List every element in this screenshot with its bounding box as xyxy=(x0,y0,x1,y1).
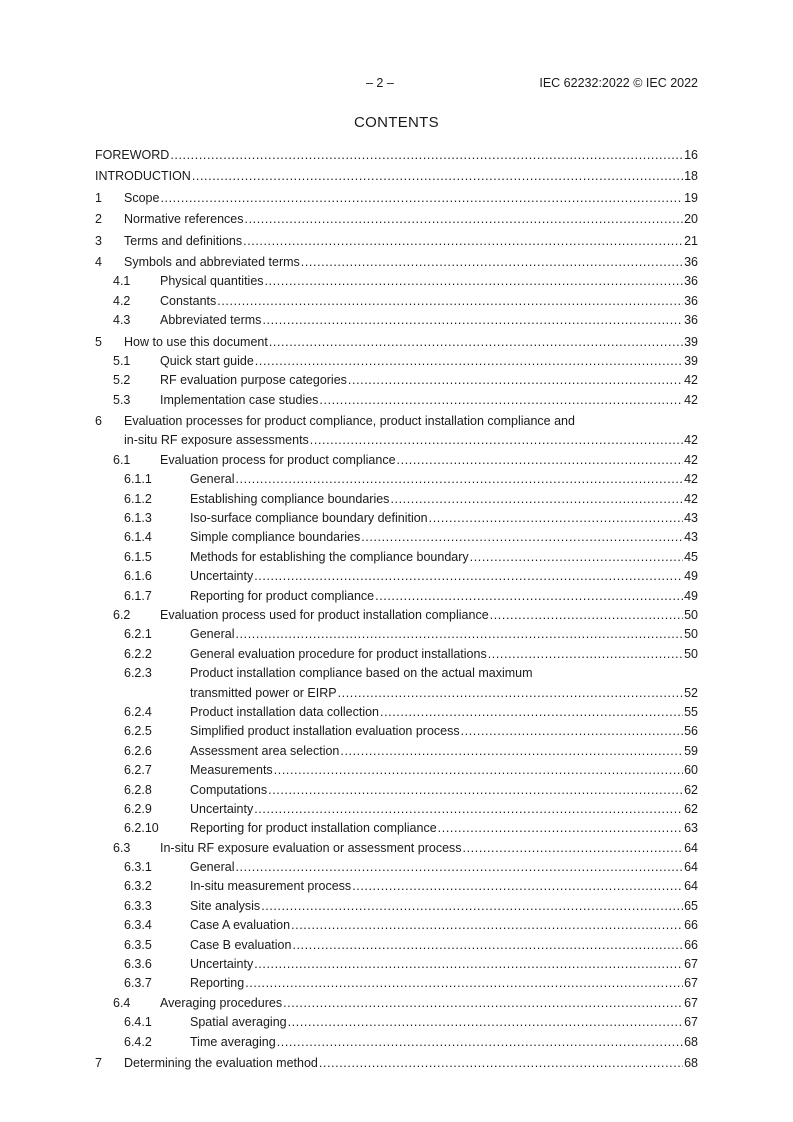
toc-entry-label[interactable]: Measurements xyxy=(190,763,273,778)
toc-entry-page[interactable]: 42 xyxy=(684,491,698,506)
toc-entry-label[interactable]: RF evaluation purpose categories xyxy=(160,373,347,388)
toc-entry-label[interactable]: Quick start guide xyxy=(160,353,254,368)
toc-entry-label[interactable]: Evaluation process used for product installation compliance xyxy=(160,608,489,622)
toc-entry-text xyxy=(160,311,698,330)
toc-leader-dots xyxy=(291,916,683,935)
toc-entry-text xyxy=(190,761,698,780)
toc-entry-label[interactable]: Simple compliance boundaries xyxy=(190,530,361,545)
toc-leader-dots xyxy=(235,858,683,877)
toc-entry-text xyxy=(190,819,698,838)
toc-entry-number: 6.2.4 xyxy=(124,704,152,719)
toc-entry[interactable] xyxy=(95,1013,698,1032)
toc-entry-label[interactable]: Site analysis xyxy=(190,898,261,913)
toc-entry[interactable] xyxy=(95,664,698,703)
toc-entry[interactable] xyxy=(95,292,698,311)
toc-entry-number: 6.3.1 xyxy=(124,860,152,875)
toc-entry-label[interactable]: Implementation case studies xyxy=(160,392,319,407)
toc-entry[interactable] xyxy=(95,232,698,251)
toc-leader-dots xyxy=(375,587,683,606)
toc-leader-dots xyxy=(438,819,683,838)
toc-entry-label[interactable]: Computations xyxy=(190,782,268,797)
toc-entry-text xyxy=(190,470,698,489)
toc-entry[interactable] xyxy=(95,210,698,229)
toc-leader-dots xyxy=(245,210,684,229)
toc-entry[interactable] xyxy=(95,548,698,567)
toc-entry-page[interactable]: 42 xyxy=(684,472,698,487)
toc-entry[interactable] xyxy=(95,994,698,1013)
toc-entry[interactable] xyxy=(95,936,698,955)
toc-entry[interactable] xyxy=(95,490,698,509)
toc-entry[interactable] xyxy=(95,311,698,330)
toc-entry-number: 6.4 xyxy=(113,995,131,1010)
toc-entry-label[interactable]: Methods for establishing the compliance boundary xyxy=(190,549,469,564)
toc-entry[interactable] xyxy=(95,877,698,896)
toc-entry-number: 6.4.2 xyxy=(124,1034,152,1049)
toc-leader-dots xyxy=(254,567,683,586)
toc-entry-page[interactable]: 56 xyxy=(684,724,698,739)
toc-entry-label[interactable]: Symbols and abbreviated terms xyxy=(124,254,300,269)
toc-leader-dots xyxy=(262,311,683,330)
toc-leader-dots xyxy=(243,232,683,251)
toc-entry-page[interactable]: 62 xyxy=(684,801,698,816)
toc-entry[interactable] xyxy=(95,253,698,272)
toc-leader-dots xyxy=(380,703,683,722)
toc-leader-dots xyxy=(397,451,684,470)
toc-entry-label[interactable]: Uncertainty xyxy=(190,957,254,972)
toc-leader-dots xyxy=(288,1013,683,1032)
toc-entry-label[interactable]: Terms and definitions xyxy=(124,233,243,248)
toc-entry-page[interactable]: 42 xyxy=(684,373,698,388)
toc-entry-page[interactable]: 68 xyxy=(684,1034,698,1049)
toc-entry-page[interactable]: 45 xyxy=(684,549,698,564)
toc-entry-text xyxy=(190,548,698,567)
toc-entry-page[interactable]: 62 xyxy=(684,782,698,797)
toc-entry-text xyxy=(160,292,698,311)
toc-entry-page[interactable]: 67 xyxy=(684,976,698,991)
toc-entry-page[interactable]: 66 xyxy=(684,918,698,933)
table-of-contents xyxy=(95,146,698,1073)
toc-entry-text xyxy=(190,974,698,993)
toc-entry-number: 4.1 xyxy=(113,274,131,289)
toc-entry-number: 6.2 xyxy=(113,608,131,622)
toc-entry-number: 6.4.1 xyxy=(124,1015,152,1030)
page-title: CONTENTS xyxy=(354,114,439,131)
toc-leader-dots xyxy=(261,897,683,916)
toc-leader-dots xyxy=(254,800,683,819)
toc-entry-text xyxy=(190,1033,698,1052)
toc-leader-dots xyxy=(265,272,684,291)
toc-entry[interactable] xyxy=(95,1033,698,1052)
toc-entry-text xyxy=(190,781,698,800)
toc-leader-dots xyxy=(470,548,683,567)
toc-leader-dots xyxy=(361,528,683,547)
toc-entry-text xyxy=(190,858,698,877)
toc-entry-page[interactable]: 50 xyxy=(684,608,698,622)
toc-entry-text xyxy=(160,391,698,410)
toc-entry-number: 6.3 xyxy=(113,840,131,855)
toc-entry-page[interactable]: 49 xyxy=(684,569,698,584)
toc-entry[interactable] xyxy=(95,839,698,858)
toc-entry-text xyxy=(190,955,698,974)
toc-entry-page[interactable]: 36 xyxy=(684,313,698,328)
toc-entry-page[interactable]: 55 xyxy=(684,704,698,719)
toc-leader-dots xyxy=(255,352,683,371)
toc-entry-label[interactable]: In-situ RF exposure evaluation or assessment process xyxy=(160,840,462,855)
toc-leader-dots xyxy=(277,1033,683,1052)
toc-entry-label[interactable]: How to use this document xyxy=(124,334,268,349)
toc-entry-label[interactable]: Establishing compliance boundaries xyxy=(190,491,390,506)
toc-entry[interactable] xyxy=(95,761,698,780)
toc-leader-dots xyxy=(235,470,683,489)
toc-entry-page[interactable]: 64 xyxy=(684,860,698,875)
toc-leader-dots xyxy=(268,781,683,800)
toc-entry-number: 4 xyxy=(95,254,102,269)
toc-entry-number: 6.3.3 xyxy=(124,898,152,913)
toc-entry-page[interactable]: 39 xyxy=(684,334,698,349)
toc-leader-dots xyxy=(390,490,683,509)
toc-entry[interactable] xyxy=(95,470,698,489)
toc-entry-page[interactable]: 50 xyxy=(684,627,698,642)
toc-entry-text xyxy=(160,994,698,1013)
toc-entry-label[interactable]: Reporting xyxy=(190,976,245,991)
toc-entry[interactable] xyxy=(95,567,698,586)
toc-entry[interactable] xyxy=(95,587,698,606)
toc-entry-number: 6.1.7 xyxy=(124,588,152,603)
toc-entry[interactable] xyxy=(95,146,698,165)
toc-entry-text xyxy=(124,232,698,251)
toc-entry[interactable] xyxy=(95,451,698,470)
toc-entry[interactable] xyxy=(95,955,698,974)
toc-entry-text xyxy=(190,490,698,509)
toc-entry-page[interactable]: 52 xyxy=(684,685,698,700)
toc-entry-number: 6.3.2 xyxy=(124,879,152,894)
toc-entry-number: 5 xyxy=(95,334,102,349)
toc-entry[interactable] xyxy=(95,606,698,625)
toc-entry-text xyxy=(190,936,698,955)
toc-entry-text xyxy=(124,333,698,352)
toc-entry-number: 6.1.5 xyxy=(124,549,152,564)
toc-entry-text xyxy=(190,645,698,664)
toc-entry-page[interactable]: 67 xyxy=(684,957,698,972)
toc-leader-dots xyxy=(488,645,683,664)
toc-entry-number: 6.3.5 xyxy=(124,937,152,952)
toc-entry-label[interactable]: Constants xyxy=(160,293,217,308)
toc-leader-dots xyxy=(269,333,683,352)
toc-entry[interactable] xyxy=(95,272,698,291)
toc-entry-number: 6.3.7 xyxy=(124,976,152,991)
toc-entry-page[interactable]: 43 xyxy=(684,511,698,526)
toc-entry[interactable] xyxy=(95,189,698,208)
toc-entry[interactable] xyxy=(95,897,698,916)
toc-entry-page[interactable]: 64 xyxy=(684,840,698,855)
toc-entry-text xyxy=(190,587,698,606)
toc-entry-text xyxy=(190,877,698,896)
toc-entry-number: 2 xyxy=(95,212,102,227)
toc-entry-label[interactable]: General xyxy=(190,472,235,487)
toc-entry-text xyxy=(95,146,698,165)
toc-entry-text xyxy=(190,509,698,528)
toc-entry[interactable] xyxy=(95,645,698,664)
toc-entry-text xyxy=(160,839,698,858)
toc-entry-page[interactable]: 36 xyxy=(684,274,698,289)
toc-entry[interactable] xyxy=(95,1054,698,1073)
toc-entry-number: 4.3 xyxy=(113,313,131,328)
toc-entry-number: 3 xyxy=(95,233,102,248)
toc-leader-dots xyxy=(245,974,683,993)
toc-entry-page[interactable]: 68 xyxy=(684,1056,698,1070)
toc-entry-text xyxy=(124,253,698,272)
toc-entry-label[interactable]: Determining the evaluation method xyxy=(124,1056,318,1070)
toc-entry-number: 6.2.1 xyxy=(124,627,152,642)
toc-entry-number: 6.1.1 xyxy=(124,472,152,487)
toc-entry-label[interactable]: Physical quantities xyxy=(160,274,264,289)
toc-entry-page[interactable]: 43 xyxy=(684,530,698,545)
toc-entry-number: 6 xyxy=(95,414,102,429)
toc-entry-number: 6.1.4 xyxy=(124,530,152,545)
toc-entry-text xyxy=(160,272,698,291)
toc-entry-number: 5.1 xyxy=(113,353,131,368)
toc-leader-dots xyxy=(160,189,683,208)
toc-leader-dots xyxy=(301,253,683,272)
toc-entry-page[interactable]: 63 xyxy=(684,821,698,836)
toc-entry-label[interactable]: General xyxy=(190,860,235,875)
toc-entry[interactable] xyxy=(95,528,698,547)
toc-leader-dots xyxy=(274,761,683,780)
toc-entry-page[interactable]: 19 xyxy=(684,190,698,205)
toc-entry[interactable] xyxy=(95,858,698,877)
toc-entry-label[interactable]: Product installation data collection xyxy=(190,704,380,719)
toc-entry-number: 6.2.7 xyxy=(124,763,152,778)
toc-entry-page[interactable]: 16 xyxy=(684,148,698,162)
toc-entry-number: 6.2.3 xyxy=(124,666,152,681)
toc-entry-label[interactable]: Spatial averaging xyxy=(190,1015,287,1030)
toc-leader-dots xyxy=(319,391,683,410)
toc-entry[interactable] xyxy=(95,352,698,371)
toc-entry-label[interactable]: transmitted power or EIRP xyxy=(190,685,337,700)
toc-entry-text xyxy=(124,1054,698,1073)
toc-entry-number: 5.2 xyxy=(113,373,131,388)
toc-leader-dots xyxy=(429,509,683,528)
toc-entry-number: 6.1.2 xyxy=(124,491,152,506)
toc-entry-text xyxy=(124,210,698,229)
toc-entry-label[interactable]: Case B evaluation xyxy=(190,937,292,952)
toc-entry-label[interactable]: Normative references xyxy=(124,212,244,227)
toc-entry-number: 6.1.3 xyxy=(124,511,152,526)
toc-entry-text xyxy=(190,897,698,916)
toc-entry-text xyxy=(190,567,698,586)
toc-entry[interactable] xyxy=(95,625,698,644)
toc-entry-page[interactable]: 49 xyxy=(684,588,698,603)
toc-entry-number: 1 xyxy=(95,190,102,205)
toc-entry-text xyxy=(160,352,698,371)
toc-entry-label[interactable]: Reporting for product compliance xyxy=(190,588,375,603)
toc-leader-dots xyxy=(170,146,683,165)
page-number: – 2 – xyxy=(366,76,394,90)
toc-entry-label[interactable]: Scope xyxy=(124,190,160,205)
toc-entry-page[interactable]: 36 xyxy=(684,293,698,308)
toc-leader-dots xyxy=(235,625,683,644)
toc-entry-text xyxy=(124,189,698,208)
toc-entry-page[interactable]: 42 xyxy=(684,392,698,407)
toc-leader-dots xyxy=(338,684,684,703)
toc-entry-label[interactable]: Abbreviated terms xyxy=(160,313,262,328)
toc-leader-dots xyxy=(292,936,683,955)
toc-leader-dots xyxy=(254,955,683,974)
toc-entry-text xyxy=(190,703,698,722)
toc-entry-number: 6.3.6 xyxy=(124,957,152,972)
toc-entry-label[interactable]: Case A evaluation xyxy=(190,918,291,933)
toc-entry-page[interactable]: 21 xyxy=(684,233,698,248)
toc-entry-label[interactable]: Averaging procedures xyxy=(160,995,283,1010)
toc-entry-page[interactable]: 64 xyxy=(684,879,698,894)
standard-reference: IEC 62232:2022 © IEC 2022 xyxy=(539,76,698,90)
toc-entry[interactable] xyxy=(95,703,698,722)
toc-entry[interactable] xyxy=(95,391,698,410)
toc-entry-number: 6.2.6 xyxy=(124,743,152,758)
toc-entry[interactable] xyxy=(95,742,698,761)
toc-entry-label-line1: Evaluation processes for product compliance, product installation compliance and xyxy=(124,414,575,429)
toc-leader-dots xyxy=(490,606,683,625)
toc-entry-text xyxy=(160,371,698,390)
toc-entry-label[interactable]: Uncertainty xyxy=(190,569,254,584)
toc-leader-dots xyxy=(352,877,683,896)
toc-entry-text xyxy=(160,606,698,625)
toc-entry-page[interactable]: 36 xyxy=(684,254,698,269)
toc-entry-label[interactable]: General xyxy=(190,627,235,642)
toc-entry[interactable] xyxy=(95,371,698,390)
toc-leader-dots xyxy=(192,167,683,186)
toc-entry-number: 6.2.8 xyxy=(124,782,152,797)
toc-entry-label[interactable]: Iso-surface compliance boundary definition xyxy=(190,511,428,526)
toc-entry-number: 7 xyxy=(95,1056,102,1070)
toc-entry[interactable] xyxy=(95,722,698,741)
toc-entry-text xyxy=(190,625,698,644)
toc-entry-text xyxy=(190,722,698,741)
toc-leader-dots xyxy=(463,839,684,858)
toc-leader-dots xyxy=(283,994,683,1013)
toc-entry-page[interactable]: 66 xyxy=(684,937,698,952)
toc-entry[interactable] xyxy=(95,916,698,935)
toc-entry-page[interactable]: 67 xyxy=(684,1015,698,1030)
toc-entry-number: 6.1.6 xyxy=(124,569,152,584)
toc-entry-text xyxy=(190,528,698,547)
toc-entry-number: 6.1 xyxy=(113,452,131,467)
toc-entry-label[interactable]: Simplified product installation evaluation process xyxy=(190,724,460,739)
toc-entry-number: 6.2.5 xyxy=(124,724,152,739)
toc-leader-dots xyxy=(348,371,683,390)
toc-entry-text xyxy=(190,800,698,819)
toc-entry-label[interactable]: Uncertainty xyxy=(190,801,254,816)
toc-leader-dots xyxy=(461,722,684,741)
toc-entry-text xyxy=(190,1013,698,1032)
toc-entry-number: 6.2.10 xyxy=(124,821,159,836)
toc-entry-page[interactable]: 42 xyxy=(684,452,698,467)
toc-entry[interactable] xyxy=(95,509,698,528)
toc-leader-dots xyxy=(310,431,683,450)
toc-entry-label[interactable]: Evaluation process for product compliance xyxy=(160,452,396,467)
toc-entry-label[interactable]: in-situ RF exposure assessments xyxy=(124,433,309,448)
toc-entry-page[interactable]: 67 xyxy=(684,995,698,1010)
toc-entry-text xyxy=(190,664,698,703)
toc-entry[interactable] xyxy=(95,819,698,838)
toc-entry-page[interactable]: 65 xyxy=(684,898,698,913)
toc-entry[interactable] xyxy=(95,412,698,451)
toc-entry-page[interactable]: 18 xyxy=(684,169,698,184)
toc-entry-label[interactable]: Assessment area selection xyxy=(190,743,340,758)
toc-entry-number: 6.2.9 xyxy=(124,801,152,816)
toc-entry-number: 6.2.2 xyxy=(124,646,152,661)
toc-leader-dots xyxy=(340,742,683,761)
toc-entry[interactable] xyxy=(95,974,698,993)
toc-entry-number: 5.3 xyxy=(113,392,131,407)
toc-entry-page[interactable]: 39 xyxy=(684,353,698,368)
toc-entry-page[interactable]: 42 xyxy=(684,433,698,448)
toc-entry-page[interactable]: 59 xyxy=(684,743,698,758)
toc-entry-label[interactable]: Time averaging xyxy=(190,1034,276,1049)
toc-entry-text xyxy=(190,742,698,761)
toc-entry-label[interactable]: INTRODUCTION xyxy=(95,169,191,184)
toc-entry-text xyxy=(95,167,698,186)
toc-entry-label[interactable]: Reporting for product installation compliance xyxy=(190,821,437,836)
toc-entry-label[interactable]: In-situ measurement process xyxy=(190,879,352,894)
toc-entry-page[interactable]: 50 xyxy=(684,646,698,661)
toc-entry-text xyxy=(160,451,698,470)
toc-entry[interactable] xyxy=(95,167,698,186)
toc-entry[interactable] xyxy=(95,781,698,800)
toc-entry-page[interactable]: 60 xyxy=(684,763,698,778)
toc-entry[interactable] xyxy=(95,800,698,819)
toc-entry-number: 4.2 xyxy=(113,293,131,308)
toc-entry-label[interactable]: General evaluation procedure for product installations xyxy=(190,646,487,661)
toc-entry-text xyxy=(190,916,698,935)
toc-entry[interactable] xyxy=(95,333,698,352)
toc-entry-page[interactable]: 20 xyxy=(684,212,698,227)
toc-entry-label[interactable]: FOREWORD xyxy=(95,148,170,162)
toc-leader-dots xyxy=(217,292,683,311)
toc-entry-text xyxy=(124,412,698,451)
toc-leader-dots xyxy=(319,1054,683,1073)
toc-entry-label-line1: Product installation compliance based on the actual maximum xyxy=(190,666,533,681)
toc-entry-number: 6.3.4 xyxy=(124,918,152,933)
